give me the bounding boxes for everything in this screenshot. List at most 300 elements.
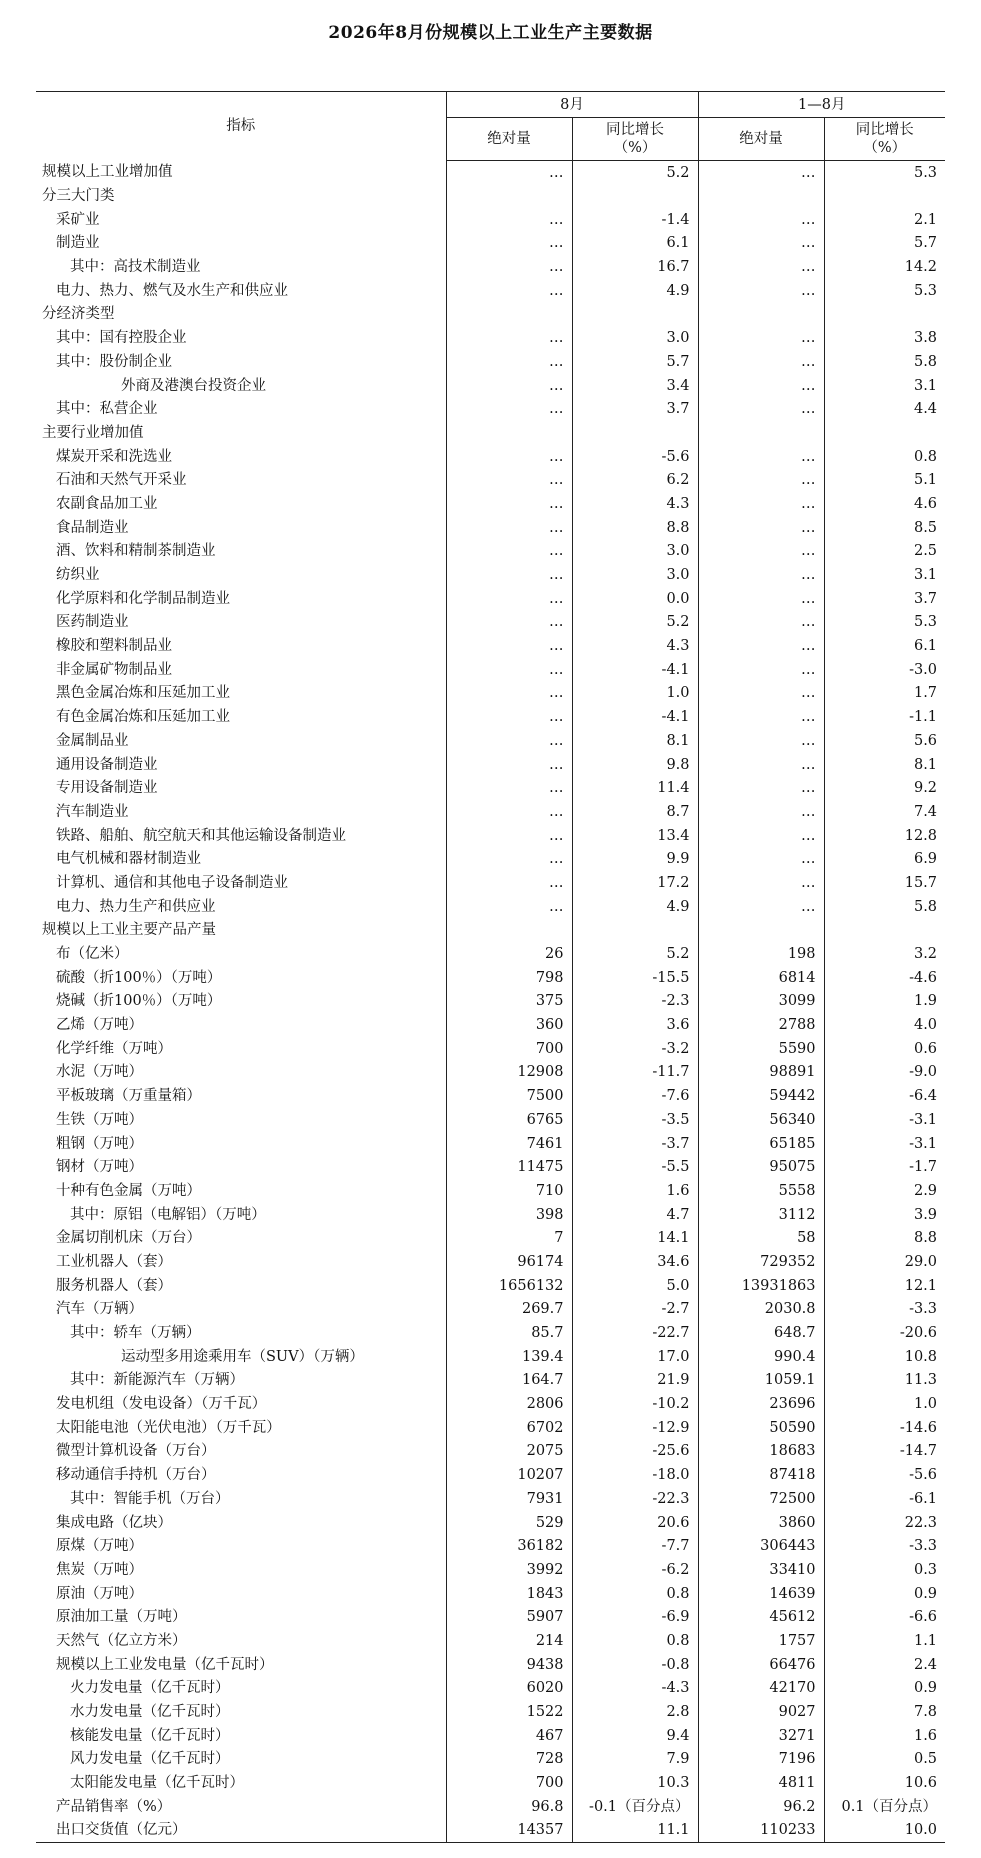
table-row xyxy=(36,658,945,682)
month-yoy-cell: 3.4 xyxy=(572,374,698,398)
row-label: 医药制造业 xyxy=(36,611,446,635)
cumulative-yoy-cell: 0.5 xyxy=(913,1751,938,1768)
cumulative-yoy-cell: 5.8 xyxy=(913,898,938,915)
cumulative-absolute-cell: 7196 xyxy=(698,1748,824,1772)
row-label: 橡胶和塑料制品业 xyxy=(36,634,446,658)
cumulative-yoy-cell: 1.9 xyxy=(913,993,938,1010)
cumulative-yoy-cell: -3.0 xyxy=(909,661,938,678)
cumulative-absolute-cell xyxy=(698,303,824,327)
header-yoy-label: 同比增长 xyxy=(855,122,914,138)
month-absolute-cell: … xyxy=(446,634,572,658)
cumulative-yoy-cell: 3.2 xyxy=(913,946,938,963)
cumulative-absolute-cell: 14639 xyxy=(698,1582,824,1606)
cumulative-absolute-cell: 66476 xyxy=(698,1653,824,1677)
table-row xyxy=(36,705,945,729)
month-absolute-cell: … xyxy=(446,800,572,824)
cumulative-yoy-cell: -6.4 xyxy=(909,1088,938,1105)
cumulative-absolute-cell: … xyxy=(698,208,824,232)
month-yoy-cell: 1.6 xyxy=(572,1179,698,1203)
table-row xyxy=(36,1582,945,1606)
row-label: 出口交货值（亿元） xyxy=(36,1819,446,1843)
row-label: 太阳能电池（光伏电池）（万千瓦） xyxy=(36,1416,446,1440)
cumulative-absolute-cell: 18683 xyxy=(698,1440,824,1464)
month-absolute-cell: 360 xyxy=(446,1013,572,1037)
month-yoy-cell xyxy=(572,184,698,208)
row-label: 电气机械和器材制造业 xyxy=(36,847,446,871)
month-yoy-cell xyxy=(572,421,698,445)
table-row xyxy=(36,1748,945,1772)
cumulative-absolute-cell: 96.2 xyxy=(698,1795,824,1819)
cumulative-yoy-cell: -4.6 xyxy=(909,969,938,986)
month-absolute-cell: … xyxy=(446,374,572,398)
cumulative-absolute-cell: … xyxy=(698,800,824,824)
cumulative-absolute-cell xyxy=(698,919,824,943)
row-label: 产品销售率（%） xyxy=(36,1795,446,1819)
cumulative-absolute-cell: 5558 xyxy=(698,1179,824,1203)
cumulative-yoy-cell: -6.1 xyxy=(909,1490,938,1507)
row-label: 分三大门类 xyxy=(36,184,446,208)
cumulative-absolute-cell: 198 xyxy=(698,942,824,966)
month-yoy-cell: 17.0 xyxy=(572,1345,698,1369)
cumulative-yoy-cell: 12.8 xyxy=(904,827,938,844)
cumulative-absolute-cell: … xyxy=(698,563,824,587)
month-yoy-cell: -3.7 xyxy=(572,1132,698,1156)
row-label: 化学原料和化学制品制造业 xyxy=(36,587,446,611)
header-abs-cumulative: 绝对量 xyxy=(698,118,824,161)
month-absolute-cell: 3992 xyxy=(446,1558,572,1582)
month-yoy-cell: 5.2 xyxy=(572,611,698,635)
row-label: 食品制造业 xyxy=(36,516,446,540)
row-label: 硫酸（折100％）（万吨） xyxy=(36,966,446,990)
cumulative-absolute-cell: … xyxy=(698,255,824,279)
row-label: 原油（万吨） xyxy=(36,1582,446,1606)
month-yoy-cell: -4.1 xyxy=(572,658,698,682)
row-label: 微型计算机设备（万台） xyxy=(36,1440,446,1464)
row-label: 有色金属冶炼和压延加工业 xyxy=(36,705,446,729)
cumulative-yoy-cell: 9.2 xyxy=(913,780,938,797)
cumulative-yoy-cell: 3.9 xyxy=(913,1206,938,1223)
row-label: 乙烯（万吨） xyxy=(36,1013,446,1037)
month-yoy-cell: 7.9 xyxy=(572,1748,698,1772)
cumulative-absolute-cell: … xyxy=(698,516,824,540)
month-absolute-cell: 467 xyxy=(446,1724,572,1748)
table-row xyxy=(36,1440,945,1464)
row-label: 其中：智能手机（万台） xyxy=(36,1487,446,1511)
month-absolute-cell: … xyxy=(446,255,572,279)
cumulative-absolute-cell: … xyxy=(698,279,824,303)
row-label: 计算机、通信和其他电子设备制造业 xyxy=(36,871,446,895)
cumulative-yoy-cell: 8.8 xyxy=(913,1230,938,1247)
cumulative-yoy-cell: -1.7 xyxy=(909,1159,938,1176)
month-absolute-cell: 1522 xyxy=(446,1700,572,1724)
month-yoy-cell: 9.9 xyxy=(572,847,698,871)
row-label: 原煤（万吨） xyxy=(36,1534,446,1558)
month-absolute-cell: 398 xyxy=(446,1203,572,1227)
header-abs-month: 绝对量 xyxy=(446,118,572,161)
cumulative-yoy-cell: 4.4 xyxy=(913,401,938,418)
month-yoy-cell: -18.0 xyxy=(572,1463,698,1487)
table-row xyxy=(36,563,945,587)
data-table xyxy=(36,91,945,1843)
row-label: 服务机器人（套） xyxy=(36,1274,446,1298)
cumulative-yoy-cell: 6.9 xyxy=(913,851,938,868)
table-row xyxy=(36,1321,945,1345)
table-row xyxy=(36,1084,945,1108)
month-yoy-cell: 0.8 xyxy=(572,1582,698,1606)
month-yoy-cell: 5.0 xyxy=(572,1274,698,1298)
month-absolute-cell: 11475 xyxy=(446,1155,572,1179)
cumulative-absolute-cell: 59442 xyxy=(698,1084,824,1108)
cumulative-absolute-cell: 990.4 xyxy=(698,1345,824,1369)
cumulative-yoy-cell: 5.3 xyxy=(913,614,938,631)
cumulative-absolute-cell: 648.7 xyxy=(698,1321,824,1345)
cumulative-absolute-cell: … xyxy=(698,634,824,658)
table-row xyxy=(36,1392,945,1416)
month-absolute-cell: … xyxy=(446,753,572,777)
month-yoy-cell: 3.0 xyxy=(572,563,698,587)
month-absolute-cell: 26 xyxy=(446,942,572,966)
month-yoy-cell: -6.9 xyxy=(572,1605,698,1629)
month-yoy-cell: 1.0 xyxy=(572,682,698,706)
month-absolute-cell: … xyxy=(446,895,572,919)
month-absolute-cell: … xyxy=(446,705,572,729)
month-absolute-cell: 7461 xyxy=(446,1132,572,1156)
header-group-month: 8月 xyxy=(446,92,698,118)
header-indicator: 指标 xyxy=(36,92,446,161)
month-absolute-cell: … xyxy=(446,279,572,303)
month-absolute-cell: … xyxy=(446,492,572,516)
table-row xyxy=(36,729,945,753)
cumulative-absolute-cell: 2030.8 xyxy=(698,1298,824,1322)
cumulative-yoy-cell: 14.2 xyxy=(904,259,938,276)
month-yoy-cell: 4.7 xyxy=(572,1203,698,1227)
row-label: 通用设备制造业 xyxy=(36,753,446,777)
cumulative-absolute-cell: … xyxy=(698,540,824,564)
cumulative-absolute-cell: 23696 xyxy=(698,1392,824,1416)
cumulative-yoy-cell: 10.8 xyxy=(904,1348,938,1365)
month-yoy-cell: 8.8 xyxy=(572,516,698,540)
month-absolute-cell: … xyxy=(446,397,572,421)
cumulative-yoy-cell xyxy=(824,421,945,445)
cumulative-absolute-cell: 306443 xyxy=(698,1534,824,1558)
cumulative-yoy-cell: 1.1 xyxy=(913,1632,938,1649)
row-label: 太阳能发电量（亿千瓦时） xyxy=(36,1771,446,1795)
month-yoy-cell: 21.9 xyxy=(572,1369,698,1393)
month-yoy-cell: -2.3 xyxy=(572,990,698,1014)
row-label: 石油和天然气开采业 xyxy=(36,468,446,492)
cumulative-absolute-cell: 58 xyxy=(698,1226,824,1250)
cumulative-absolute-cell: 5590 xyxy=(698,1037,824,1061)
cumulative-absolute-cell: … xyxy=(698,682,824,706)
row-label: 移动通信手持机（万台） xyxy=(36,1463,446,1487)
cumulative-absolute-cell: … xyxy=(698,824,824,848)
table-row xyxy=(36,1819,945,1843)
cumulative-yoy-cell: 4.6 xyxy=(913,495,938,512)
header-yoy-month xyxy=(572,118,698,161)
cumulative-absolute-cell: 65185 xyxy=(698,1132,824,1156)
cumulative-yoy-cell: 8.5 xyxy=(913,519,938,536)
row-label: 水泥（万吨） xyxy=(36,1061,446,1085)
cumulative-absolute-cell: … xyxy=(698,729,824,753)
month-absolute-cell: 6765 xyxy=(446,1108,572,1132)
month-yoy-cell: 11.4 xyxy=(572,776,698,800)
cumulative-yoy-cell: -14.7 xyxy=(899,1443,938,1460)
table-row xyxy=(36,445,945,469)
table-row xyxy=(36,1724,945,1748)
cumulative-yoy-cell xyxy=(824,919,945,943)
cumulative-absolute-cell: 56340 xyxy=(698,1108,824,1132)
cumulative-yoy-cell: 2.1 xyxy=(913,211,938,228)
cumulative-yoy-cell: 5.3 xyxy=(913,282,938,299)
cumulative-absolute-cell: 50590 xyxy=(698,1416,824,1440)
month-absolute-cell: … xyxy=(446,682,572,706)
header-group-cumulative: 1—8月 xyxy=(698,92,945,118)
month-yoy-cell: -3.5 xyxy=(572,1108,698,1132)
month-absolute-cell: 9438 xyxy=(446,1653,572,1677)
month-absolute-cell: … xyxy=(446,847,572,871)
month-yoy-cell: 9.8 xyxy=(572,753,698,777)
month-absolute-cell: … xyxy=(446,516,572,540)
month-yoy-cell: 34.6 xyxy=(572,1250,698,1274)
month-absolute-cell: … xyxy=(446,776,572,800)
month-absolute-cell: 6020 xyxy=(446,1677,572,1701)
row-label: 火力发电量（亿千瓦时） xyxy=(36,1677,446,1701)
cumulative-absolute-cell: … xyxy=(698,232,824,256)
month-yoy-cell: 20.6 xyxy=(572,1511,698,1535)
cumulative-yoy-cell: 10.0 xyxy=(904,1822,938,1839)
row-label: 其中：原铝（电解铝）（万吨） xyxy=(36,1203,446,1227)
cumulative-yoy-cell: 8.1 xyxy=(913,756,938,773)
table-row xyxy=(36,1037,945,1061)
table-row xyxy=(36,1013,945,1037)
row-label: 汽车（万辆） xyxy=(36,1298,446,1322)
table-row xyxy=(36,1771,945,1795)
table-row xyxy=(36,161,945,185)
month-absolute-cell: 1843 xyxy=(446,1582,572,1606)
table-body xyxy=(36,161,945,1843)
table-row xyxy=(36,800,945,824)
month-absolute-cell: 7500 xyxy=(446,1084,572,1108)
month-absolute-cell: 96.8 xyxy=(446,1795,572,1819)
month-yoy-cell: 6.1 xyxy=(572,232,698,256)
cumulative-absolute-cell: 4811 xyxy=(698,1771,824,1795)
cumulative-absolute-cell: 9027 xyxy=(698,1700,824,1724)
month-yoy-cell: -2.7 xyxy=(572,1298,698,1322)
cumulative-absolute-cell: … xyxy=(698,350,824,374)
table-row xyxy=(36,1511,945,1535)
table-row xyxy=(36,232,945,256)
month-absolute-cell: 728 xyxy=(446,1748,572,1772)
cumulative-absolute-cell: … xyxy=(698,326,824,350)
month-yoy-cell: 10.3 xyxy=(572,1771,698,1795)
month-absolute-cell xyxy=(446,303,572,327)
month-absolute-cell: 36182 xyxy=(446,1534,572,1558)
cumulative-absolute-cell: … xyxy=(698,753,824,777)
row-label: 规模以上工业发电量（亿千瓦时） xyxy=(36,1653,446,1677)
month-absolute-cell: … xyxy=(446,611,572,635)
cumulative-yoy-cell: 11.3 xyxy=(904,1372,938,1389)
month-absolute-cell: 14357 xyxy=(446,1819,572,1843)
cumulative-yoy-cell: 22.3 xyxy=(904,1514,938,1531)
table-row xyxy=(36,1345,945,1369)
cumulative-absolute-cell: … xyxy=(698,161,824,185)
month-absolute-cell: … xyxy=(446,161,572,185)
row-label: 采矿业 xyxy=(36,208,446,232)
row-label: 原油加工量（万吨） xyxy=(36,1605,446,1629)
cumulative-yoy-cell: 15.7 xyxy=(904,874,938,891)
table-row xyxy=(36,516,945,540)
row-label: 其中：高技术制造业 xyxy=(36,255,446,279)
row-label: 风力发电量（亿千瓦时） xyxy=(36,1748,446,1772)
table-row xyxy=(36,1558,945,1582)
row-label: 集成电路（亿块） xyxy=(36,1511,446,1535)
month-absolute-cell: 375 xyxy=(446,990,572,1014)
month-yoy-cell: -5.6 xyxy=(572,445,698,469)
table-row xyxy=(36,1226,945,1250)
month-yoy-cell: 3.0 xyxy=(572,326,698,350)
cumulative-yoy-cell: -9.0 xyxy=(909,1064,938,1081)
row-label: 专用设备制造业 xyxy=(36,776,446,800)
month-absolute-cell: … xyxy=(446,350,572,374)
month-yoy-cell: 4.3 xyxy=(572,492,698,516)
table-row xyxy=(36,540,945,564)
cumulative-yoy-cell: -3.1 xyxy=(909,1135,938,1152)
month-yoy-cell: 8.1 xyxy=(572,729,698,753)
cumulative-yoy-cell: 3.7 xyxy=(913,590,938,607)
row-label: 金属制品业 xyxy=(36,729,446,753)
cumulative-yoy-cell: 5.3 xyxy=(913,164,938,181)
month-absolute-cell xyxy=(446,184,572,208)
row-label: 发电机组（发电设备）（万千瓦） xyxy=(36,1392,446,1416)
month-yoy-cell: 4.9 xyxy=(572,895,698,919)
month-yoy-cell: -4.1 xyxy=(572,705,698,729)
cumulative-yoy-cell: -1.1 xyxy=(909,709,938,726)
month-yoy-cell: 2.8 xyxy=(572,1700,698,1724)
month-absolute-cell: 7931 xyxy=(446,1487,572,1511)
month-yoy-cell: 3.7 xyxy=(572,397,698,421)
table-row xyxy=(36,468,945,492)
cumulative-yoy-cell xyxy=(824,184,945,208)
table-row xyxy=(36,1534,945,1558)
header-yoy-cumulative xyxy=(824,118,945,161)
month-yoy-cell: 16.7 xyxy=(572,255,698,279)
month-yoy-cell: 0.8 xyxy=(572,1629,698,1653)
cumulative-yoy-cell: 12.1 xyxy=(904,1277,938,1294)
month-absolute-cell: 1656132 xyxy=(446,1274,572,1298)
row-label: 工业机器人（套） xyxy=(36,1250,446,1274)
month-absolute-cell: … xyxy=(446,729,572,753)
cumulative-yoy-cell: 6.1 xyxy=(913,638,938,655)
month-absolute-cell: 10207 xyxy=(446,1463,572,1487)
row-label: 焦炭（万吨） xyxy=(36,1558,446,1582)
row-label: 钢材（万吨） xyxy=(36,1155,446,1179)
table-row xyxy=(36,255,945,279)
month-yoy-cell: -7.7 xyxy=(572,1534,698,1558)
cumulative-yoy-cell: 5.1 xyxy=(913,472,938,489)
month-absolute-cell: 2806 xyxy=(446,1392,572,1416)
cumulative-absolute-cell: 3271 xyxy=(698,1724,824,1748)
cumulative-absolute-cell: 95075 xyxy=(698,1155,824,1179)
cumulative-yoy-cell: -5.6 xyxy=(909,1467,938,1484)
table-row xyxy=(36,587,945,611)
table-row xyxy=(36,1155,945,1179)
cumulative-yoy-cell: 0.8 xyxy=(913,448,938,465)
header-yoy-label: 同比增长 xyxy=(606,122,664,138)
row-label: 规模以上工业增加值 xyxy=(36,161,446,185)
row-label: 黑色金属冶炼和压延加工业 xyxy=(36,682,446,706)
cumulative-absolute-cell: 72500 xyxy=(698,1487,824,1511)
header-yoy-unit: （%） xyxy=(613,140,657,156)
row-label: 其中：新能源汽车（万辆） xyxy=(36,1369,446,1393)
month-absolute-cell: 12908 xyxy=(446,1061,572,1085)
cumulative-yoy-cell: -20.6 xyxy=(899,1325,938,1342)
cumulative-absolute-cell: 98891 xyxy=(698,1061,824,1085)
table-row xyxy=(36,966,945,990)
cumulative-yoy-cell: 5.6 xyxy=(913,732,938,749)
month-yoy-cell: 0.0 xyxy=(572,587,698,611)
row-label: 十种有色金属（万吨） xyxy=(36,1179,446,1203)
cumulative-yoy-cell: 7.4 xyxy=(913,803,938,820)
table-row xyxy=(36,1795,945,1819)
table-row xyxy=(36,1463,945,1487)
row-label: 烧碱（折100％）（万吨） xyxy=(36,990,446,1014)
month-yoy-cell: 6.2 xyxy=(572,468,698,492)
row-label: 平板玻璃（万重量箱） xyxy=(36,1084,446,1108)
month-yoy-cell: -3.2 xyxy=(572,1037,698,1061)
table-row xyxy=(36,1108,945,1132)
cumulative-absolute-cell xyxy=(698,421,824,445)
month-yoy-cell: -22.7 xyxy=(572,1321,698,1345)
month-absolute-cell: 5907 xyxy=(446,1605,572,1629)
table-row xyxy=(36,303,945,327)
month-yoy-cell: -12.9 xyxy=(572,1416,698,1440)
month-yoy-cell: 14.1 xyxy=(572,1226,698,1250)
cumulative-yoy-cell: 3.8 xyxy=(913,330,938,347)
table-row xyxy=(36,1605,945,1629)
cumulative-absolute-cell: 33410 xyxy=(698,1558,824,1582)
month-absolute-cell: … xyxy=(446,824,572,848)
cumulative-absolute-cell: 1059.1 xyxy=(698,1369,824,1393)
cumulative-absolute-cell: 13931863 xyxy=(698,1274,824,1298)
row-label: 汽车制造业 xyxy=(36,800,446,824)
month-absolute-cell: … xyxy=(446,563,572,587)
cumulative-absolute-cell: … xyxy=(698,397,824,421)
cumulative-absolute-cell: … xyxy=(698,611,824,635)
table-row xyxy=(36,1416,945,1440)
table-row xyxy=(36,1132,945,1156)
cumulative-yoy-cell: -3.1 xyxy=(909,1111,938,1128)
month-yoy-cell: -15.5 xyxy=(572,966,698,990)
page-title: 2026年8月份规模以上工业生产主要数据 xyxy=(328,23,653,43)
cumulative-absolute-cell: … xyxy=(698,587,824,611)
month-absolute-cell: 798 xyxy=(446,966,572,990)
month-yoy-cell: 4.3 xyxy=(572,634,698,658)
month-yoy-cell: -10.2 xyxy=(572,1392,698,1416)
row-label: 电力、热力生产和供应业 xyxy=(36,895,446,919)
row-label: 铁路、船舶、航空航天和其他运输设备制造业 xyxy=(36,824,446,848)
month-yoy-cell: 8.7 xyxy=(572,800,698,824)
table-row xyxy=(36,350,945,374)
month-yoy-cell: -1.4 xyxy=(572,208,698,232)
cumulative-absolute-cell: 42170 xyxy=(698,1677,824,1701)
cumulative-absolute-cell: 87418 xyxy=(698,1463,824,1487)
cumulative-yoy-cell: 2.4 xyxy=(913,1656,938,1673)
month-absolute-cell: … xyxy=(446,658,572,682)
table-row xyxy=(36,1250,945,1274)
cumulative-yoy-cell: 1.0 xyxy=(913,1396,938,1413)
cumulative-absolute-cell: 3099 xyxy=(698,990,824,1014)
cumulative-absolute-cell: … xyxy=(698,374,824,398)
